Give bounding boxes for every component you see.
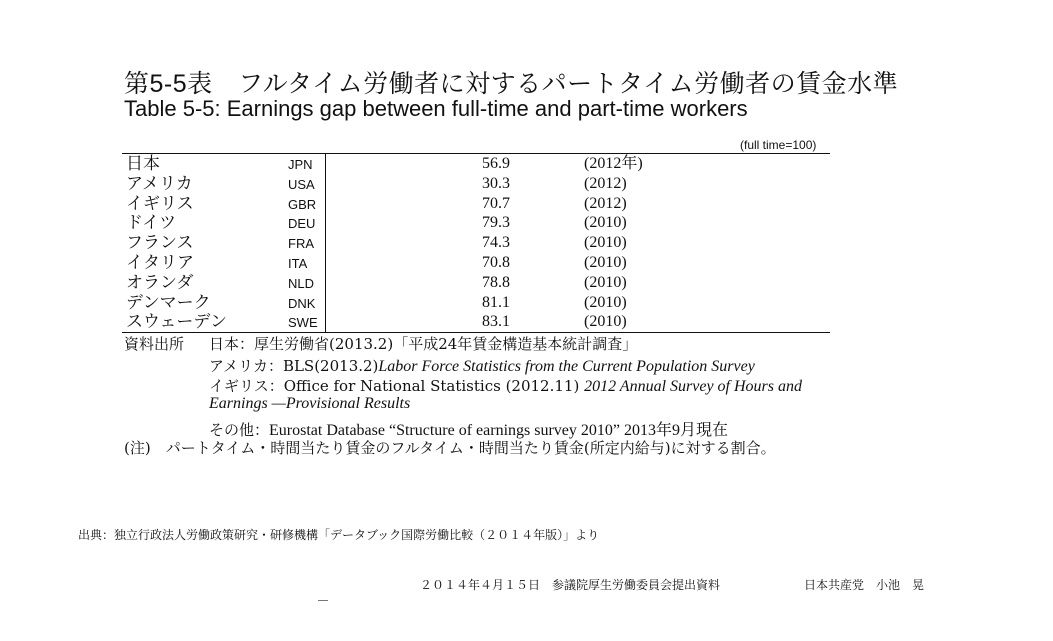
data-year: (2010) xyxy=(584,234,627,252)
country-code: JPN xyxy=(288,157,313,172)
table-row xyxy=(122,194,830,214)
earnings-value: 30.3 xyxy=(482,174,510,192)
data-year: (2012年) xyxy=(584,155,643,172)
table-row xyxy=(122,293,830,313)
source-usa-title: Labor Force Statistics from the Current Population Survey xyxy=(378,358,755,375)
country-name: ドイツ xyxy=(126,213,177,234)
source-other-prefix: その他： xyxy=(209,421,270,439)
source-usa xyxy=(209,355,755,376)
table-row xyxy=(122,213,830,233)
unit-note: (full time=100) xyxy=(740,138,817,152)
data-year: (2012) xyxy=(584,194,627,212)
country-code: SWE xyxy=(288,315,318,331)
country-name: オランダ xyxy=(126,272,194,293)
table-row xyxy=(122,174,830,194)
table-row xyxy=(122,233,830,253)
data-year: (2010) xyxy=(584,253,627,271)
citation: 出典：独立行政法人労働政策研究・研修機構「データブック国際労働比較（２０１４年版）」より xyxy=(78,528,600,542)
country-name: 日本 xyxy=(126,154,160,174)
table-row xyxy=(122,273,830,293)
country-name: デンマーク xyxy=(126,292,211,313)
source-uk xyxy=(209,375,802,396)
table-row xyxy=(122,154,830,174)
country-name: イタリア xyxy=(126,252,194,273)
table-row xyxy=(122,312,830,332)
party-member: 日本共産党 小池 晃 xyxy=(804,578,925,592)
country-name: イギリス xyxy=(126,193,194,214)
earnings-value: 74.3 xyxy=(482,234,510,252)
earnings-value: 56.9 xyxy=(482,155,510,172)
country-code: ITA xyxy=(288,255,308,271)
data-year: (2010) xyxy=(584,273,627,291)
country-code: GBR xyxy=(288,196,317,212)
page-title-english: Table 5-5: Earnings gap between full-time and part-time workers xyxy=(124,96,748,121)
earnings-value: 81.1 xyxy=(482,293,510,311)
submission-date: ２０１４年４月１５日 参議院厚生労働委員会提出資料 xyxy=(420,578,721,592)
country-code: NLD xyxy=(288,275,315,291)
scan-mark xyxy=(318,600,328,601)
data-year: (2010) xyxy=(584,313,627,331)
earnings-value: 79.3 xyxy=(482,214,510,232)
source-uk-prefix: イギリス：Office for National Statistics (2012.11) xyxy=(209,377,580,395)
earnings-table xyxy=(122,153,830,333)
earnings-value: 70.7 xyxy=(482,194,510,212)
source-other-text: Eurostat Database “Structure of earnings survey 2010” 2013年9月現在 xyxy=(269,422,729,439)
country-name: アメリカ xyxy=(126,173,193,194)
earnings-value: 78.8 xyxy=(482,273,510,291)
data-year: (2012) xyxy=(584,174,627,192)
sources-label: 資料出所 xyxy=(124,335,185,353)
source-uk-title-continued: Earnings —Provisional Results xyxy=(209,395,411,412)
source-usa-prefix: アメリカ：BLS(2013.2) xyxy=(209,357,379,375)
country-code: FRA xyxy=(288,236,314,252)
data-year: (2010) xyxy=(584,214,627,232)
table-row xyxy=(122,253,830,273)
source-uk-title: 2012 Annual Survey of Hours and xyxy=(584,378,803,395)
data-year: (2010) xyxy=(584,293,627,311)
page-title-japanese: 第5-5表 フルタイム労働者に対するパートタイム労働者の賃金水準 xyxy=(124,70,899,98)
earnings-value: 70.8 xyxy=(482,253,510,271)
earnings-value: 83.1 xyxy=(482,313,510,331)
table-note: (注) パートタイム・時間当たり賃金のフルタイム・時間当たり賃金(所定内給与)に対する割合。 xyxy=(124,439,776,457)
country-code: USA xyxy=(288,176,315,192)
country-name: スウェーデン xyxy=(126,312,227,333)
country-name: フランス xyxy=(126,233,194,254)
country-code: DEU xyxy=(288,216,316,232)
country-code: DNK xyxy=(288,295,316,311)
source-japan: 日本：厚生労働省(2013.2)「平成24年賃金構造基本統計調査」 xyxy=(209,335,638,353)
